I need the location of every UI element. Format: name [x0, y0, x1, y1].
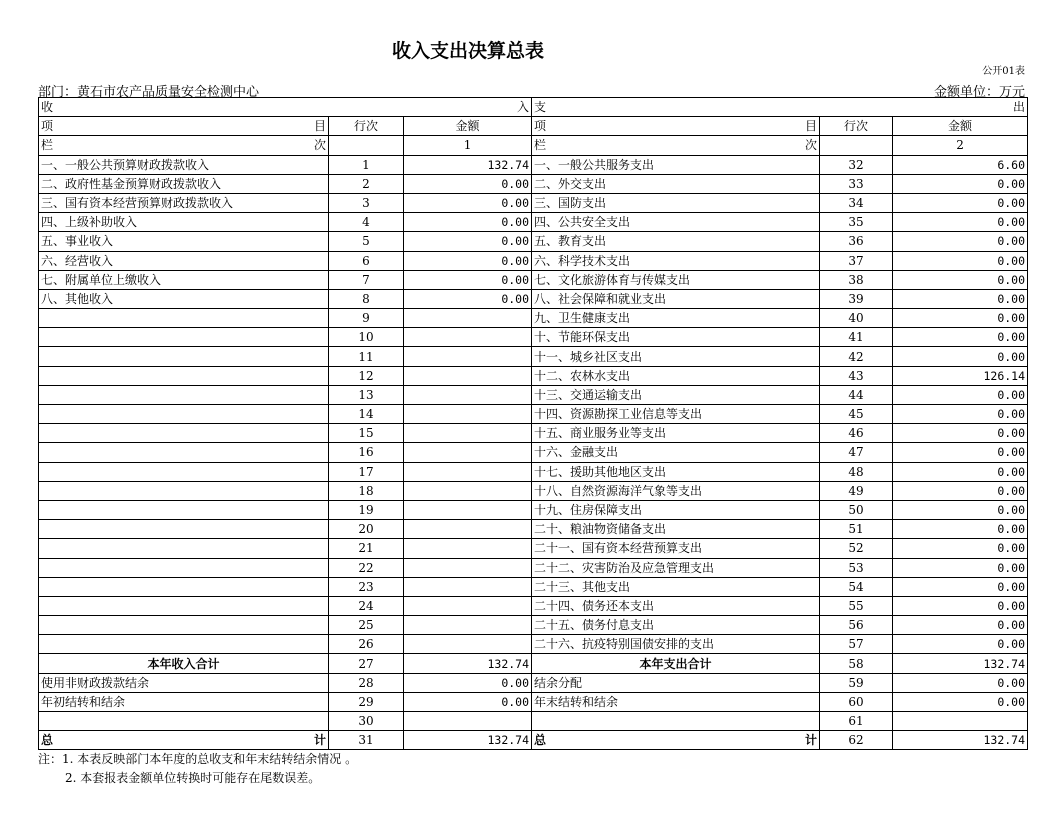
expense-line-no: 33	[820, 174, 893, 193]
expense-line-no: 37	[820, 251, 893, 270]
income-line-no: 15	[329, 424, 404, 443]
expense-item-name: 十、节能环保支出	[532, 328, 820, 347]
income-item-name	[39, 366, 329, 385]
expense-item-name: 二十六、抗疫特别国债安排的支出	[532, 635, 820, 654]
table-row	[39, 577, 1028, 596]
table-row	[39, 270, 1028, 289]
expense-item-name: 四、公共安全支出	[532, 213, 820, 232]
expense-line-no: 47	[820, 443, 893, 462]
expense-line-no: 32	[820, 155, 893, 174]
expense-item-name: 十七、援助其他地区支出	[532, 462, 820, 481]
income-item-name: 七、附属单位上缴收入	[39, 270, 329, 289]
form-number: 公开01表	[982, 66, 1025, 77]
expense-amount: 0.00	[893, 328, 1028, 347]
income-subtotal-amount: 132.74	[404, 654, 532, 673]
table-row	[39, 366, 1028, 385]
income-item-name: 一、一般公共预算财政拨款收入	[39, 155, 329, 174]
income-amount	[404, 405, 532, 424]
table-row	[39, 385, 1028, 404]
expense-item-name: 十八、自然资源海洋气象等支出	[532, 481, 820, 500]
income-item-name	[39, 558, 329, 577]
income-amount	[404, 385, 532, 404]
expense-amount: 0.00	[893, 616, 1028, 635]
income-amount	[404, 462, 532, 481]
expense-item-name: 二十五、债务付息支出	[532, 616, 820, 635]
expense-amount: 0.00	[893, 635, 1028, 654]
income-line-no: 16	[329, 443, 404, 462]
expense-line-no: 36	[820, 232, 893, 251]
table-row	[39, 193, 1028, 212]
income-amount	[404, 520, 532, 539]
income-total-amount: 132.74	[404, 731, 532, 750]
expense-item-name: 二十一、国有资本经营预算支出	[532, 539, 820, 558]
income-item-name	[39, 462, 329, 481]
table-row	[39, 309, 1028, 328]
income-item-name: 五、事业收入	[39, 232, 329, 251]
income-line-no: 6	[329, 251, 404, 270]
income-amount	[404, 596, 532, 615]
expense-line-no: 35	[820, 213, 893, 232]
income-item-name	[39, 539, 329, 558]
income-item-name	[39, 385, 329, 404]
expense-item-name: 十二、农林水支出	[532, 366, 820, 385]
income-item-name	[39, 424, 329, 443]
subtotal-row	[39, 654, 1028, 673]
expense-line-no: 60	[820, 692, 893, 711]
expense-item-name: 十九、住房保障支出	[532, 500, 820, 519]
table-row	[39, 232, 1028, 251]
table-row	[39, 213, 1028, 232]
income-total-right: 计	[313, 733, 326, 748]
expense-line-no: 44	[820, 385, 893, 404]
table-row	[39, 347, 1028, 366]
table-row	[39, 596, 1028, 615]
table-row	[39, 712, 1028, 731]
expense-subtotal-label: 本年支出合计	[532, 654, 820, 673]
expense-line-no: 50	[820, 500, 893, 519]
expense-item-name: 十一、城乡社区支出	[532, 347, 820, 366]
income-item-name	[39, 616, 329, 635]
income-item-name: 使用非财政拨款结余	[39, 673, 329, 692]
column-index-2: 2	[893, 136, 1028, 155]
expense-line-no: 40	[820, 309, 893, 328]
expense-item-name: 二十三、其他支出	[532, 577, 820, 596]
expense-line-no: 54	[820, 577, 893, 596]
expense-item-name: 七、文化旅游体育与传媒支出	[532, 270, 820, 289]
income-amount: 0.00	[404, 692, 532, 711]
income-item-name	[39, 520, 329, 539]
table-row	[39, 462, 1028, 481]
expense-amount: 0.00	[893, 577, 1028, 596]
income-line-no: 7	[329, 270, 404, 289]
expense-line-no: 46	[820, 424, 893, 443]
expense-header-right: 出	[1013, 100, 1026, 115]
table-row	[39, 251, 1028, 270]
expense-item-name: 二、外交支出	[532, 174, 820, 193]
expense-total-right: 计	[805, 733, 818, 748]
expense-line-no: 51	[820, 520, 893, 539]
expense-amount: 0.00	[893, 596, 1028, 615]
income-item-name: 三、国有资本经营预算财政拨款收入	[39, 193, 329, 212]
expense-amount: 0.00	[893, 673, 1028, 692]
income-line-no: 25	[329, 616, 404, 635]
income-line-no: 17	[329, 462, 404, 481]
income-total-left: 总	[41, 733, 54, 748]
table-row	[39, 539, 1028, 558]
income-line-no: 1	[329, 155, 404, 174]
income-item-name	[39, 405, 329, 424]
table-row	[39, 635, 1028, 654]
income-amount: 0.00	[404, 251, 532, 270]
income-item-name	[39, 481, 329, 500]
income-amount: 0.00	[404, 193, 532, 212]
income-line-no: 30	[329, 712, 404, 731]
footnote-1: 注：1. 本表反映部门本年度的总收支和年末结转结余情况 。	[38, 752, 358, 766]
income-amount	[404, 424, 532, 443]
item-header-left: 项	[534, 119, 547, 134]
expense-item-name: 十三、交通运输支出	[532, 385, 820, 404]
income-item-name	[39, 712, 329, 731]
income-line-no: 23	[329, 577, 404, 596]
expense-line-no: 45	[820, 405, 893, 424]
income-line-no: 9	[329, 309, 404, 328]
income-amount: 132.74	[404, 155, 532, 174]
income-line-no: 5	[329, 232, 404, 251]
expense-amount: 0.00	[893, 309, 1028, 328]
expense-item-name: 三、国防支出	[532, 193, 820, 212]
amount-header: 金额	[893, 117, 1028, 136]
income-line-no: 3	[329, 193, 404, 212]
expense-total-amount: 132.74	[893, 731, 1028, 750]
expense-amount: 0.00	[893, 424, 1028, 443]
expense-item-name: 九、卫生健康支出	[532, 309, 820, 328]
income-amount	[404, 539, 532, 558]
income-amount	[404, 712, 532, 731]
income-header-right: 入	[517, 100, 530, 115]
footnote-2: 2. 本套报表金额单位转换时可能存在尾数误差。	[65, 771, 321, 785]
income-amount	[404, 309, 532, 328]
column-header-right: 次	[805, 138, 818, 153]
expense-amount: 0.00	[893, 692, 1028, 711]
income-line-no: 22	[329, 558, 404, 577]
department-label: 部门：黄石市农产品质量安全检测中心	[38, 85, 260, 100]
income-total-line-no: 31	[329, 731, 404, 750]
expense-line-no: 59	[820, 673, 893, 692]
header-row-income-expense	[39, 98, 1028, 117]
income-line-no: 4	[329, 213, 404, 232]
income-subtotal-line-no: 27	[329, 654, 404, 673]
expense-amount: 0.00	[893, 193, 1028, 212]
total-row	[39, 731, 1028, 750]
income-item-name: 八、其他收入	[39, 289, 329, 308]
expense-item-name: 十四、资源勘探工业信息等支出	[532, 405, 820, 424]
table-row	[39, 500, 1028, 519]
expense-amount: 126.14	[893, 366, 1028, 385]
expense-item-name: 十六、金融支出	[532, 443, 820, 462]
income-item-name: 年初结转和结余	[39, 692, 329, 711]
income-line-no: 2	[329, 174, 404, 193]
expense-item-name: 二十四、债务还本支出	[532, 596, 820, 615]
expense-amount: 0.00	[893, 232, 1028, 251]
amount-header: 金额	[404, 117, 532, 136]
income-amount	[404, 481, 532, 500]
expense-amount: 0.00	[893, 443, 1028, 462]
income-amount	[404, 328, 532, 347]
expense-amount: 0.00	[893, 481, 1028, 500]
footnotes	[38, 750, 357, 788]
income-amount: 0.00	[404, 174, 532, 193]
income-line-no: 29	[329, 692, 404, 711]
expense-amount: 0.00	[893, 385, 1028, 404]
income-item-name	[39, 443, 329, 462]
expense-line-no: 61	[820, 712, 893, 731]
table-row	[39, 289, 1028, 308]
income-line-no: 10	[329, 328, 404, 347]
table-row	[39, 443, 1028, 462]
income-item-name: 六、经营收入	[39, 251, 329, 270]
income-amount: 0.00	[404, 213, 532, 232]
expense-item-name: 八、社会保障和就业支出	[532, 289, 820, 308]
income-amount: 0.00	[404, 232, 532, 251]
expense-line-no: 41	[820, 328, 893, 347]
expense-item-name: 一、一般公共服务支出	[532, 155, 820, 174]
column-header-left: 栏	[41, 138, 54, 153]
income-line-no: 26	[329, 635, 404, 654]
income-line-no: 28	[329, 673, 404, 692]
header-row-columns	[39, 117, 1028, 136]
income-item-name	[39, 347, 329, 366]
expense-amount: 0.00	[893, 500, 1028, 519]
table-row	[39, 673, 1028, 692]
income-line-no: 14	[329, 405, 404, 424]
table-row	[39, 155, 1028, 174]
expense-line-no: 57	[820, 635, 893, 654]
income-amount	[404, 500, 532, 519]
column-index-1: 1	[404, 136, 532, 155]
column-header-right: 次	[313, 138, 326, 153]
income-line-no: 8	[329, 289, 404, 308]
income-item-name	[39, 309, 329, 328]
income-amount	[404, 616, 532, 635]
table-row	[39, 174, 1028, 193]
expense-amount	[893, 712, 1028, 731]
income-header-left: 收	[41, 100, 54, 115]
income-amount: 0.00	[404, 673, 532, 692]
amount-unit-label: 金额单位：万元	[933, 85, 1025, 100]
income-line-no: 24	[329, 596, 404, 615]
income-expense-table	[38, 97, 1028, 750]
income-item-name	[39, 328, 329, 347]
expense-line-no: 52	[820, 539, 893, 558]
table-row	[39, 481, 1028, 500]
expense-header-left: 支	[534, 100, 547, 115]
table-row	[39, 520, 1028, 539]
expense-amount: 0.00	[893, 213, 1028, 232]
item-header-right: 目	[313, 119, 326, 134]
expense-amount: 0.00	[893, 289, 1028, 308]
item-header-right: 目	[805, 119, 818, 134]
expense-total-line-no: 62	[820, 731, 893, 750]
income-amount	[404, 366, 532, 385]
expense-line-no: 39	[820, 289, 893, 308]
income-amount	[404, 558, 532, 577]
income-subtotal-label: 本年收入合计	[39, 654, 329, 673]
table-row	[39, 424, 1028, 443]
income-line-no: 12	[329, 366, 404, 385]
table-row	[39, 692, 1028, 711]
expense-line-no: 38	[820, 270, 893, 289]
income-line-no: 18	[329, 481, 404, 500]
expense-amount: 6.60	[893, 155, 1028, 174]
income-amount	[404, 635, 532, 654]
expense-amount: 0.00	[893, 270, 1028, 289]
income-item-name	[39, 596, 329, 615]
income-amount	[404, 443, 532, 462]
expense-line-no: 42	[820, 347, 893, 366]
header-row-column-index	[39, 136, 1028, 155]
expense-item-name: 结余分配	[532, 673, 820, 692]
income-item-name: 四、上级补助收入	[39, 213, 329, 232]
income-amount: 0.00	[404, 270, 532, 289]
expense-amount: 0.00	[893, 462, 1028, 481]
expense-amount: 0.00	[893, 539, 1028, 558]
expense-subtotal-line-no: 58	[820, 654, 893, 673]
line-no-header: 行次	[820, 117, 893, 136]
expense-item-name: 年末结转和结余	[532, 692, 820, 711]
expense-amount: 0.00	[893, 251, 1028, 270]
income-amount	[404, 577, 532, 596]
line-no-header: 行次	[329, 117, 404, 136]
expense-line-no: 34	[820, 193, 893, 212]
expense-item-name: 五、教育支出	[532, 232, 820, 251]
income-item-name	[39, 635, 329, 654]
income-line-no: 11	[329, 347, 404, 366]
table-row	[39, 328, 1028, 347]
expense-amount: 0.00	[893, 347, 1028, 366]
income-item-name	[39, 577, 329, 596]
expense-line-no: 43	[820, 366, 893, 385]
expense-total-left: 总	[534, 733, 547, 748]
expense-item-name: 六、科学技术支出	[532, 251, 820, 270]
table-row	[39, 616, 1028, 635]
expense-line-no: 53	[820, 558, 893, 577]
expense-item-name: 十五、商业服务业等支出	[532, 424, 820, 443]
item-header-left: 项	[41, 119, 54, 134]
expense-line-no: 56	[820, 616, 893, 635]
expense-item-name: 二十二、灾害防治及应急管理支出	[532, 558, 820, 577]
expense-amount: 0.00	[893, 558, 1028, 577]
table-row	[39, 558, 1028, 577]
page-title: 收入支出决算总表	[391, 40, 544, 62]
expense-amount: 0.00	[893, 405, 1028, 424]
income-amount	[404, 347, 532, 366]
expense-line-no: 55	[820, 596, 893, 615]
income-line-no: 19	[329, 500, 404, 519]
income-item-name	[39, 500, 329, 519]
column-header-left: 栏	[534, 138, 547, 153]
income-line-no: 21	[329, 539, 404, 558]
income-line-no: 13	[329, 385, 404, 404]
income-amount: 0.00	[404, 289, 532, 308]
expense-amount: 0.00	[893, 520, 1028, 539]
table-row	[39, 405, 1028, 424]
income-line-no: 20	[329, 520, 404, 539]
expense-line-no: 49	[820, 481, 893, 500]
income-item-name: 二、政府性基金预算财政拨款收入	[39, 174, 329, 193]
expense-item-name: 二十、粮油物资储备支出	[532, 520, 820, 539]
expense-line-no: 48	[820, 462, 893, 481]
expense-item-name	[532, 712, 820, 731]
expense-amount: 0.00	[893, 174, 1028, 193]
expense-subtotal-amount: 132.74	[893, 654, 1028, 673]
